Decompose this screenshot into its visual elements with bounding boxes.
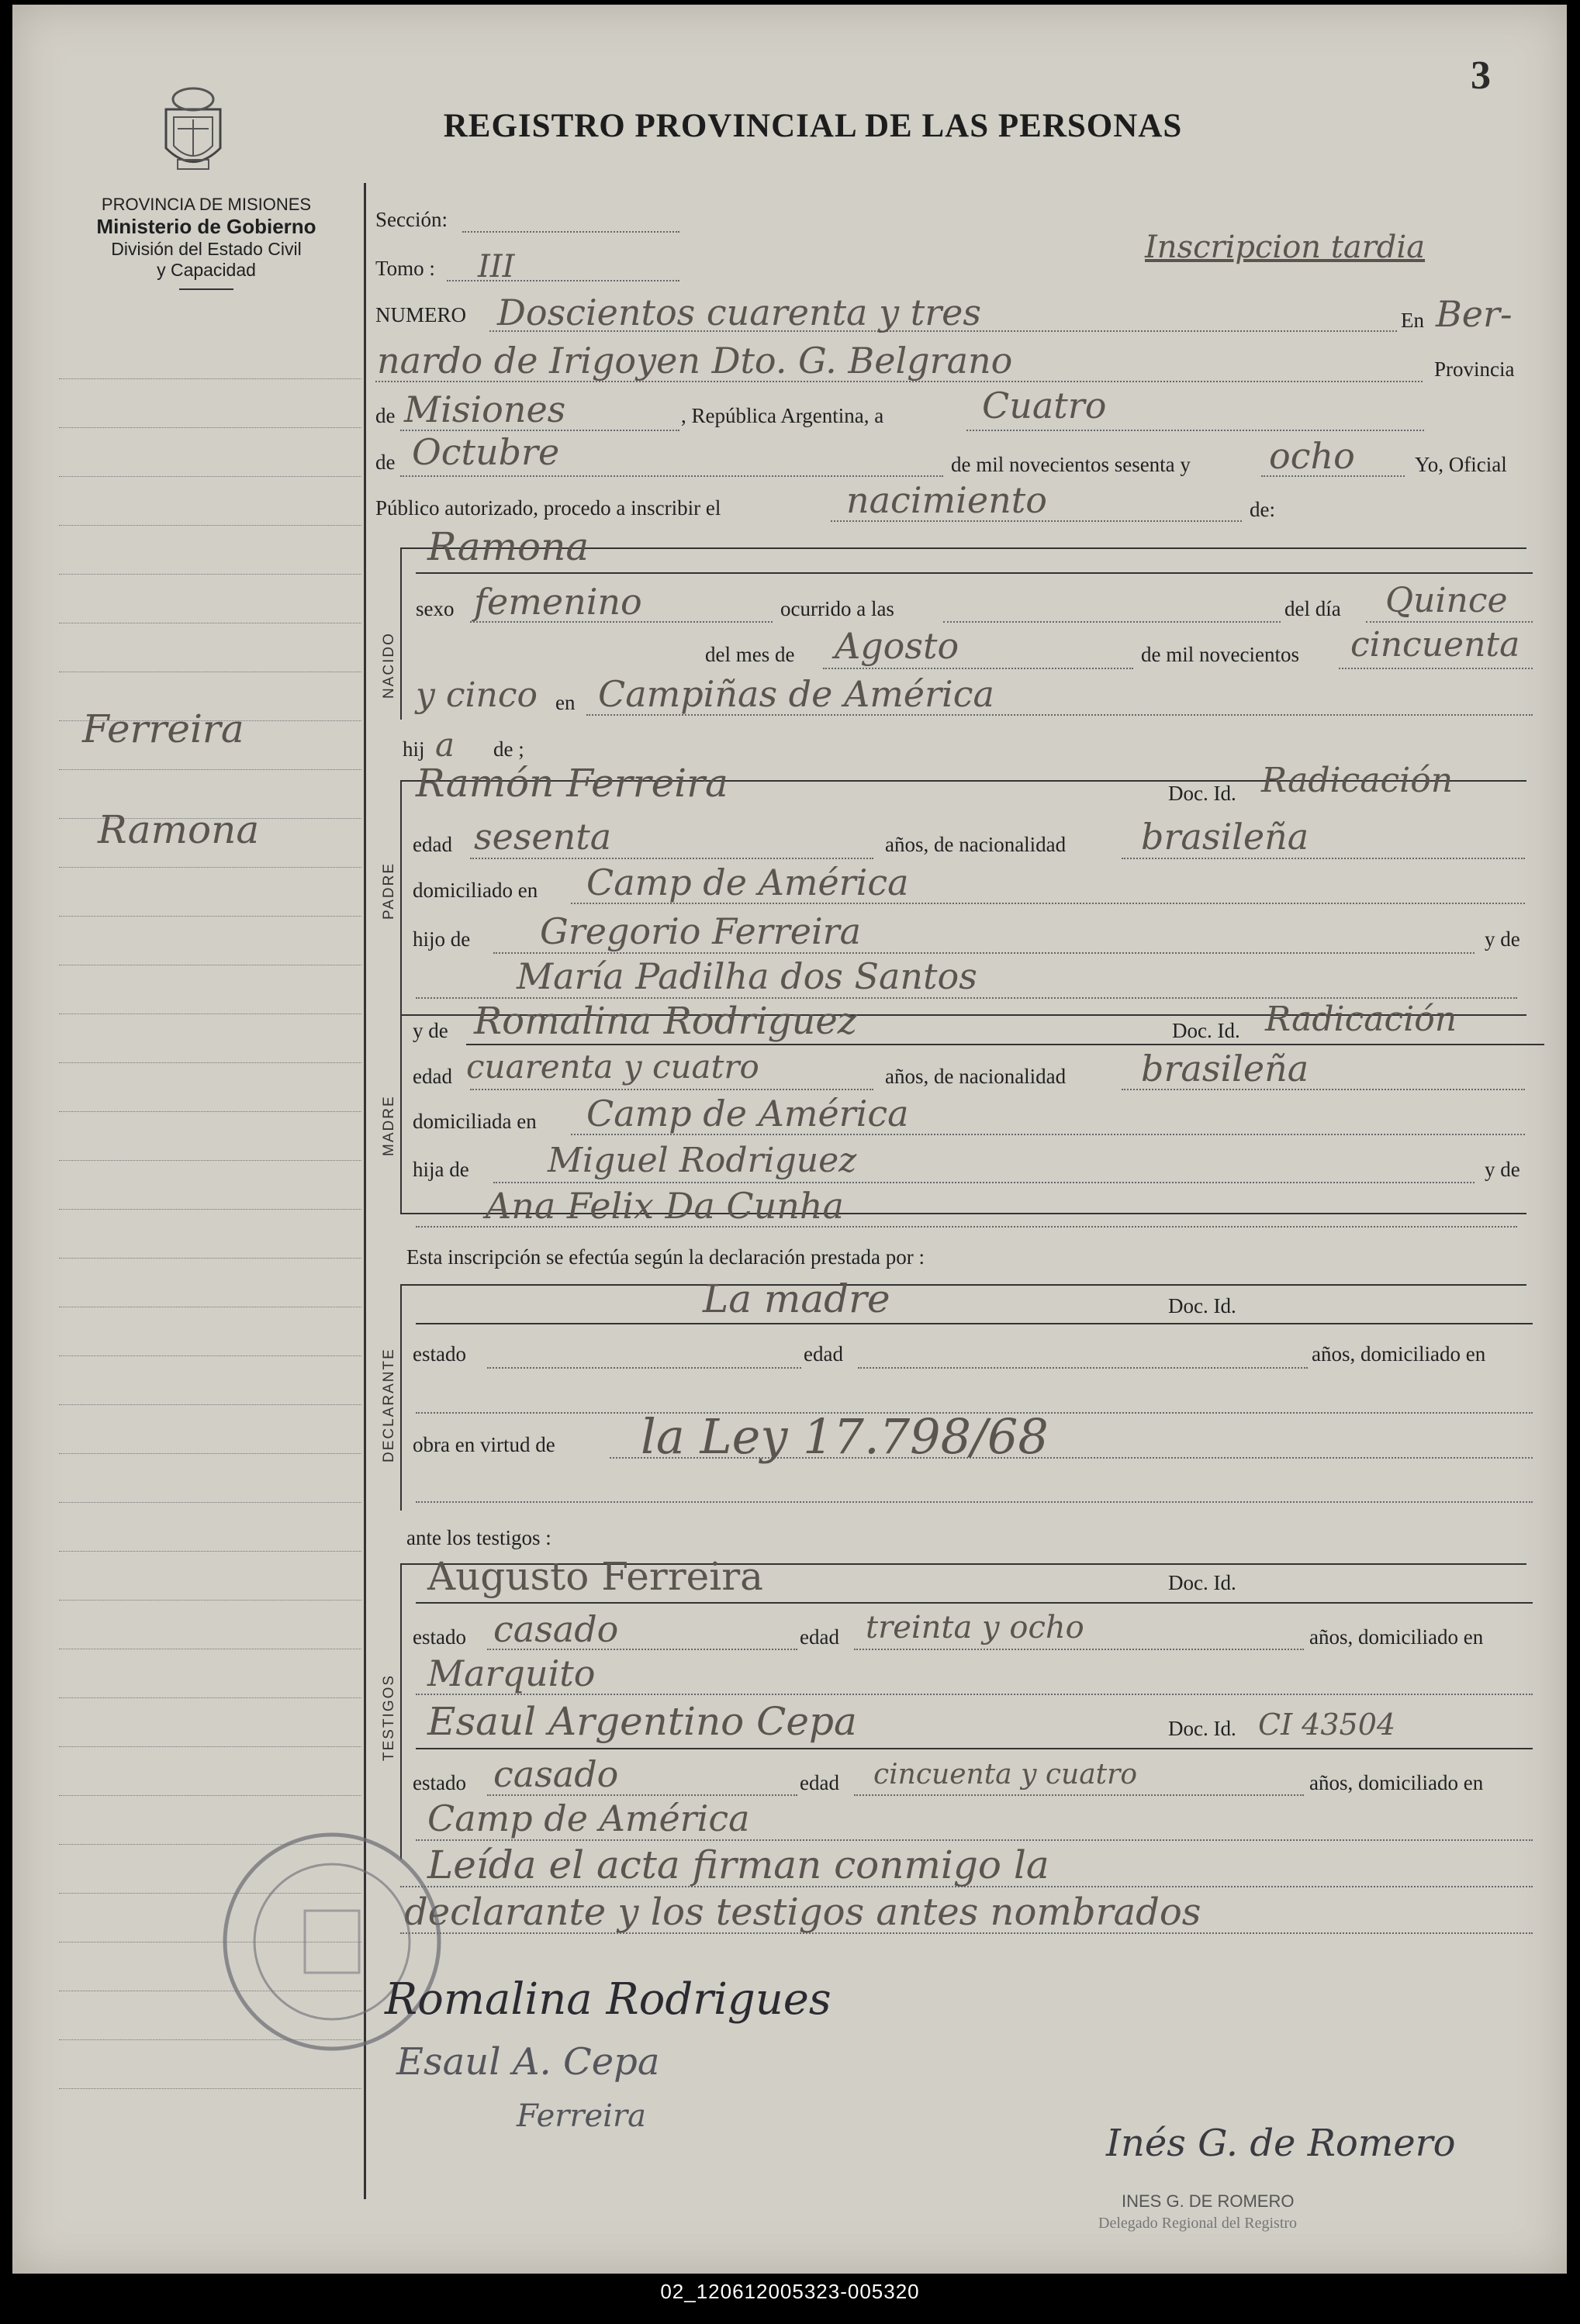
testigos-side-label: TESTIGOS — [381, 1673, 397, 1761]
madre-y-de-label-2: y de — [1485, 1158, 1520, 1181]
testigo2-doc-value: CI 43504 — [1258, 1708, 1396, 1742]
header-rule — [179, 288, 233, 290]
testigo2-edad-value: cincuenta y cuatro — [873, 1759, 1138, 1790]
publico-label: Público autorizado, procedo a inscribir el — [375, 496, 721, 520]
testigo1-dom-label: años, domiciliado en — [1309, 1625, 1484, 1649]
signature-declarante: Romalina Rodrigues — [385, 1974, 831, 2025]
provincia-value: Misiones — [404, 388, 566, 430]
lugar-nac-value: Campiñas de América — [598, 673, 994, 715]
margin-note-surname: Ferreira — [82, 706, 244, 751]
declarante-side-label: DECLARANTE — [381, 1348, 397, 1462]
ocurrido-label: ocurrido a las — [780, 597, 894, 620]
testigo2-dom-value: Camp de América — [427, 1797, 750, 1839]
signature-testigo-2: Ferreira — [517, 2098, 646, 2134]
padre-doc-label: Doc. Id. — [1168, 782, 1236, 805]
numero-label: NUMERO — [375, 303, 467, 326]
declarante-estado-label: estado — [413, 1342, 466, 1366]
declarante-edad-label: edad — [804, 1342, 843, 1366]
provincia-label: Provincia — [1434, 357, 1515, 381]
capacity-line: y Capacidad — [157, 260, 256, 280]
anio-nac-line — [1339, 668, 1533, 669]
declarante-doc-label: Doc. Id. — [1168, 1294, 1236, 1317]
nacido-side-label: NACIDO — [381, 632, 397, 699]
abuela-p-value: María Padilha dos Santos — [517, 955, 977, 997]
en-nac-label: en — [555, 691, 576, 714]
abuela-m-value: Ana Felix Da Cunha — [486, 1185, 844, 1227]
official-role: Delegado Regional del Registro — [1098, 2215, 1298, 2232]
testigo2-value: Esaul Argentino Cepa — [427, 1699, 857, 1744]
padre-value: Ramón Ferreira — [416, 761, 728, 806]
declarante-estado-line — [487, 1367, 801, 1369]
madre-edad-value: cuarenta y cuatro — [466, 1048, 759, 1086]
dia-inscripcion-line — [966, 430, 1424, 431]
padre-edad-label: edad — [413, 833, 452, 856]
declarante-edad-line — [858, 1367, 1308, 1369]
tomo-label: Tomo : — [375, 257, 435, 280]
padre-nac-label: años, de nacionalidad — [885, 833, 1067, 856]
obra-line-2 — [416, 1501, 1533, 1503]
testigo1-line — [416, 1602, 1533, 1604]
seccion-label: Sección: — [375, 208, 448, 231]
de-colon-label: de: — [1250, 498, 1275, 521]
en-value: Ber- — [1436, 293, 1513, 335]
abuelo-p-line — [493, 952, 1475, 954]
hijo-label: hij — [403, 737, 425, 761]
testigo2-estado-value: casado — [493, 1753, 619, 1795]
margin-note-given-name: Ramona — [98, 807, 260, 852]
testigo1-estado-value: casado — [493, 1608, 619, 1650]
numero-value: Doscientos cuarenta y tres — [497, 292, 982, 333]
yo-oficial-label: Yo, Oficial — [1415, 453, 1507, 476]
cierre-1: Leída el acta firman conmigo la — [427, 1842, 1049, 1887]
abuelo-p-value: Gregorio Ferreira — [540, 910, 862, 952]
document-page — [12, 5, 1567, 2274]
testigo2-dom-line — [416, 1839, 1533, 1841]
del-mes-label: del mes de — [705, 643, 795, 666]
madre-nac-value: brasileña — [1141, 1048, 1309, 1089]
testigo1-value: Augusto Ferreira — [427, 1554, 763, 1599]
madre-nac-label: años, de nacionalidad — [885, 1065, 1067, 1088]
testigo2-dom-label: años, domiciliado en — [1309, 1771, 1484, 1794]
dia-nac-line — [1366, 621, 1533, 623]
testigo2-edad-line — [854, 1794, 1304, 1796]
mes-inscripcion-value: Octubre — [412, 431, 560, 473]
padre-y-de-label: y de — [1485, 927, 1520, 951]
tomo-value: III — [478, 249, 515, 285]
lugar-value: nardo de Irigoyen Dto. G. Belgrano — [377, 340, 1013, 382]
madre-value: Romalina Rodriguez — [474, 1000, 858, 1043]
madre-hija-de-label: hija de — [413, 1158, 469, 1181]
anio-inscripcion-value: ocho — [1269, 435, 1355, 477]
padre-nac-line — [1122, 858, 1525, 859]
de-mil-label: de mil novecientos — [1141, 643, 1299, 666]
ante-testigos-label: ante los testigos : — [406, 1526, 551, 1549]
province-line: PROVINCIA DE MISIONES — [101, 195, 312, 214]
hijo-de-label: de ; — [493, 737, 524, 761]
ley-value: la Ley 17.798/68 — [641, 1408, 1049, 1465]
padre-edad-value: sesenta — [474, 816, 612, 858]
mes-nac-value: Agosto — [835, 625, 959, 667]
testigo2-edad-label: edad — [800, 1771, 839, 1794]
madre-y-de-label: y de — [413, 1019, 448, 1042]
testigo2-estado-label: estado — [413, 1771, 466, 1794]
padre-hijo-de-label: hijo de — [413, 927, 471, 951]
testigo1-estado-label: estado — [413, 1625, 466, 1649]
testigo2-doc-label: Doc. Id. — [1168, 1717, 1236, 1740]
padre-nac-value: brasileña — [1141, 816, 1309, 858]
tipo-acta-value: nacimiento — [846, 479, 1047, 521]
en-label: En — [1401, 309, 1424, 332]
declarante-dom-label: años, domiciliado en — [1312, 1342, 1486, 1366]
abuelo-m-line — [493, 1182, 1475, 1183]
padre-dom-label: domiciliado en — [413, 879, 538, 902]
del-dia-label: del día — [1284, 597, 1341, 620]
padre-doc-value: Radicación — [1261, 761, 1454, 800]
anio-nac-value-2: y cinco — [416, 675, 538, 715]
division-line: División del Estado Civil — [111, 239, 302, 259]
madre-edad-label: edad — [413, 1065, 452, 1088]
issuing-office — [43, 195, 369, 290]
nombre-line — [416, 572, 1533, 574]
document-title: REGISTRO PROVINCIAL DE LAS PERSONAS — [443, 108, 1183, 144]
page-number: 3 — [1471, 54, 1491, 98]
sexo-value: femenino — [474, 581, 642, 623]
abuela-p-line — [416, 997, 1517, 999]
sexo-label: sexo — [416, 597, 455, 620]
abuelo-m-value: Miguel Rodriguez — [548, 1141, 857, 1180]
hijo-suffix: a — [435, 726, 455, 764]
testigo1-dom-value: Marquito — [427, 1652, 596, 1694]
madre-side-label: MADRE — [381, 1095, 397, 1156]
padre-side-label: PADRE — [381, 862, 397, 920]
madre-dom-value: Camp de América — [586, 1093, 909, 1134]
header-annotation: Inscripcion tardia — [1145, 230, 1426, 265]
testigo1-edad-line — [854, 1649, 1304, 1650]
testigo1-doc-label: Doc. Id. — [1168, 1571, 1236, 1594]
hora-line — [943, 621, 1281, 623]
dia-nac-value: Quince — [1385, 581, 1508, 620]
madre-line — [466, 1044, 1544, 1045]
declarante-value: La madre — [703, 1276, 890, 1321]
madre-section — [400, 1013, 1526, 1214]
mil-novecientos-label: de mil novecientos sesenta y — [951, 453, 1191, 476]
official-printed-name: INES G. DE ROMERO — [1122, 2191, 1295, 2211]
de-label-1: de — [375, 404, 396, 427]
mes-nac-line — [823, 668, 1133, 669]
madre-doc-value: Radicación — [1265, 1000, 1457, 1039]
declarante-section — [400, 1284, 1526, 1511]
inscripcion-label: Esta inscripción se efectúa según la declaración prestada por : — [406, 1245, 925, 1269]
nombre-value: Ramona — [427, 524, 589, 569]
seccion-line — [462, 231, 679, 233]
dia-inscripcion-value: Cuatro — [982, 385, 1107, 426]
testigo2-line — [416, 1748, 1533, 1749]
obra-label: obra en virtud de — [413, 1433, 555, 1456]
republica-label: , República Argentina, a — [681, 404, 884, 427]
de-label-2: de — [375, 451, 396, 474]
declarante-line — [416, 1323, 1533, 1324]
signature-testigo-1: Esaul A. Cepa — [396, 2040, 660, 2084]
mes-inscripcion-line — [400, 475, 943, 477]
padre-dom-value: Camp de América — [586, 862, 909, 903]
scan-identifier: 02_120612005323-005320 — [660, 2280, 920, 2303]
ministry-line: Ministerio de Gobierno — [96, 215, 316, 238]
madre-edad-line — [470, 1089, 873, 1090]
cierre-2: declarante y los testigos antes nombrados — [404, 1891, 1201, 1934]
madre-dom-label: domiciliada en — [413, 1110, 537, 1133]
testigo1-edad-value: treinta y ocho — [866, 1610, 1084, 1645]
anio-nac-value-1: cincuenta — [1350, 625, 1520, 665]
madre-doc-label: Doc. Id. — [1172, 1019, 1240, 1042]
signature-official: Inés G. de Romero — [1106, 2122, 1456, 2165]
testigo1-edad-label: edad — [800, 1625, 839, 1649]
padre-edad-line — [470, 858, 873, 859]
